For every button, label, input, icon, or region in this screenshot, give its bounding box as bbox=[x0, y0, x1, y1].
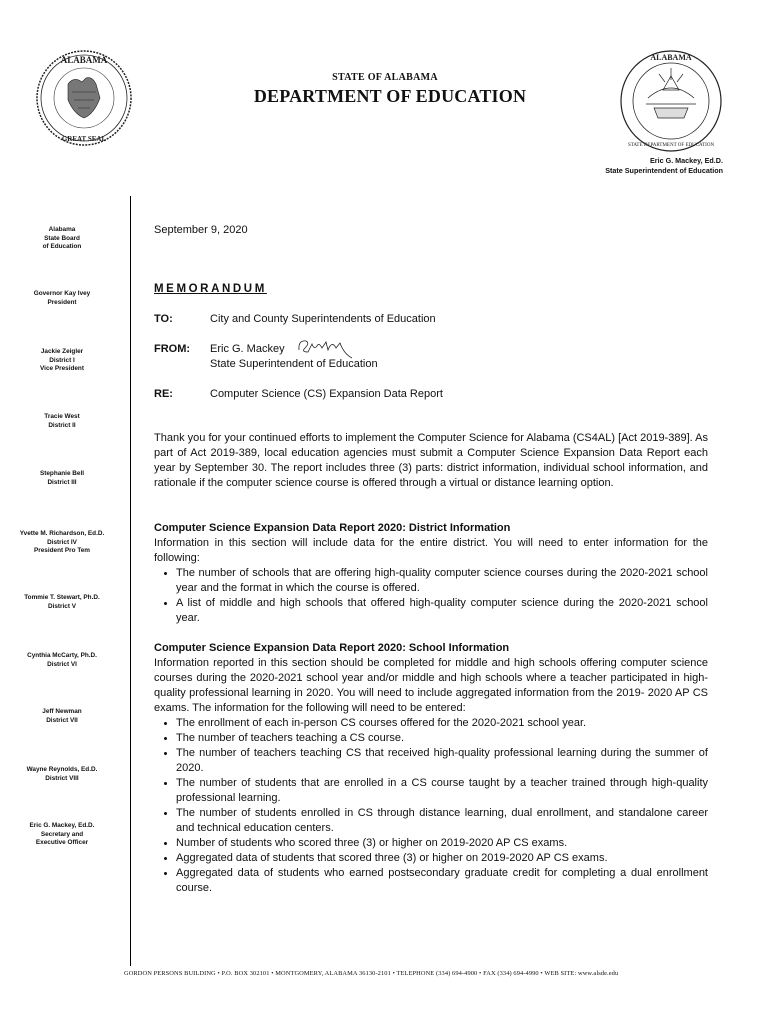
handwritten-signature bbox=[296, 334, 356, 362]
member-name: Yvette M. Richardson, Ed.D. bbox=[19, 530, 105, 537]
seal-right-top-text: ALABAMA bbox=[650, 53, 692, 62]
school-section bbox=[154, 641, 708, 896]
to-label: TO: bbox=[154, 313, 173, 325]
from-label: FROM: bbox=[154, 343, 191, 355]
seal-left-top-text: ALABAMA bbox=[60, 55, 108, 65]
sidebar-divider bbox=[130, 196, 131, 966]
district-section-heading: Computer Science Expansion Data Report 2020: District Information bbox=[154, 522, 511, 534]
from-name: Eric G. Mackey bbox=[210, 343, 285, 355]
list-item: • The number of students that are enrolled in a CS course taught by a teacher trained through high-quality professional learning. bbox=[176, 776, 708, 806]
seal-right-bottom-text: STATE DEPARTMENT OF EDUCATION bbox=[627, 143, 715, 148]
board-member-secretary bbox=[2, 822, 122, 848]
state-of-alabama-heading: STATE OF ALABAMA bbox=[332, 72, 438, 83]
board-member-district-6 bbox=[2, 652, 122, 669]
list-item: • The number of teachers teaching CS that received high-quality professional learning during the summer of 2020. bbox=[176, 746, 708, 776]
district-items-list bbox=[154, 566, 708, 626]
list-item: • Aggregated data of students who earned postsecondary graduate credit for completing a dual enrollment course. bbox=[176, 866, 708, 896]
member-name: Jackie Zeigler bbox=[40, 348, 84, 355]
list-item: • The enrollment of each in-person CS courses offered for the 2020-2021 school year. bbox=[176, 716, 708, 731]
list-item: • A list of middle and high schools that offered high-quality computer science during the 2020-2021 school year. bbox=[176, 596, 708, 626]
member-district: District VIII bbox=[45, 774, 79, 782]
member-name: Tommie T. Stewart, Ph.D. bbox=[24, 594, 100, 601]
list-item: • The number of schools that are offering high-quality computer science courses during the 2020-2021 school year and the format in which the course is offered. bbox=[176, 566, 708, 596]
sidebar-board-title bbox=[2, 226, 122, 252]
member-name: Governor Kay Ivey bbox=[33, 290, 91, 297]
member-district: District V bbox=[47, 602, 77, 610]
superintendent-title: State Superintendent of Education bbox=[605, 166, 723, 175]
member-name: Eric G. Mackey, Ed.D. bbox=[29, 822, 95, 829]
member-name: Cynthia McCarty, Ph.D. bbox=[27, 652, 97, 659]
member-name: Stephanie Bell bbox=[39, 470, 85, 477]
superintendent-name: Eric G. Mackey, Ed.D. bbox=[650, 156, 723, 165]
memorandum-heading: MEMORANDUM bbox=[154, 283, 267, 295]
board-member-district-2 bbox=[2, 413, 122, 430]
board-member-governor bbox=[2, 290, 122, 307]
board-member-district-7 bbox=[2, 708, 122, 725]
school-items-list bbox=[154, 716, 708, 896]
board-line: State Board bbox=[44, 234, 80, 242]
from-title: State Superintendent of Education bbox=[210, 358, 378, 370]
member-role: Executive Officer bbox=[35, 839, 89, 846]
board-line: Alabama bbox=[48, 226, 76, 233]
letterhead-footer-address: GORDON PERSONS BUILDING • P.O. BOX 302101 • MONTGOMERY, ALABAMA 36130-2101 • TELEPHONE (334) 694-4900 • FAX (334) 694-4990 • WEB SITE: www.alsde.edu bbox=[124, 970, 619, 977]
board-member-district-8 bbox=[2, 766, 122, 783]
district-section-text: Information in this section will include data for the entire district. You will need to enter information for the following: bbox=[154, 537, 708, 564]
memo-from-row bbox=[154, 342, 708, 372]
board-member-district-4 bbox=[2, 530, 122, 556]
state-department-of-education-seal-logo bbox=[618, 48, 724, 154]
member-role: Vice President bbox=[40, 365, 84, 372]
superintendent-block bbox=[605, 156, 723, 176]
member-role: President Pro Tem bbox=[34, 547, 90, 554]
member-name: Jeff Newman bbox=[42, 708, 82, 715]
list-item: • Aggregated data of students that scored three (3) or higher on 2019-2020 AP CS exams. bbox=[176, 851, 708, 866]
member-district: District VI bbox=[47, 660, 77, 668]
re-label: RE: bbox=[154, 388, 173, 400]
seal-left-bottom-text: GREAT SEAL bbox=[61, 135, 107, 143]
list-item: • The number of students enrolled in CS through distance learning, dual enrollment, and standalone career and technical education centers. bbox=[176, 806, 708, 836]
board-line: of Education bbox=[42, 243, 82, 250]
member-district: District I bbox=[49, 356, 75, 364]
re-value: Computer Science (CS) Expansion Data Report bbox=[210, 388, 443, 400]
memo-to-row bbox=[154, 312, 708, 327]
board-member-district-5 bbox=[2, 594, 122, 611]
memo-intro-paragraph: Thank you for your continued efforts to implement the Computer Science for Alabama (CS4AL) [Act 2019-389]. As part of Act 2019-389, local education agencies must submit a Computer Science Expansion Data Report each year by September 30. The report includes three (3) parts: district information, individual school information, and rationale if the computer science course is offered through a virtual or distance learning option. bbox=[154, 432, 708, 489]
school-section-heading: Computer Science Expansion Data Report 2020: School Information bbox=[154, 642, 510, 654]
member-name: Wayne Reynolds, Ed.D. bbox=[26, 766, 98, 773]
memo-re-row bbox=[154, 387, 708, 402]
school-section-text: Information reported in this section should be completed for middle and high schools offering computer science courses during the 2020-2021 school year and/or middle and high schools where a teacher participated in high-quality professional learning in 2020. You will need to include aggregated information from the 2019- 2020 AP CS exams. The information for the following will need to be entered: bbox=[154, 657, 708, 714]
to-value: City and County Superintendents of Education bbox=[210, 313, 436, 325]
member-district: District II bbox=[48, 421, 76, 429]
memo-date: September 9, 2020 bbox=[154, 224, 248, 236]
board-member-district-1 bbox=[2, 348, 122, 374]
member-district: District VII bbox=[46, 716, 78, 724]
district-section bbox=[154, 521, 708, 626]
board-member-district-3 bbox=[2, 470, 122, 487]
department-of-education-heading: DEPARTMENT OF EDUCATION bbox=[253, 86, 527, 106]
member-district: District III bbox=[47, 478, 77, 486]
member-district: District IV bbox=[47, 538, 77, 546]
member-role: President bbox=[47, 298, 77, 306]
list-item: • Number of students who scored three (3) or higher on 2019-2020 AP CS exams. bbox=[176, 836, 708, 851]
list-item: • The number of teachers teaching a CS course. bbox=[176, 731, 708, 746]
member-name: Tracie West bbox=[44, 413, 80, 420]
member-role: Secretary and bbox=[40, 830, 84, 838]
